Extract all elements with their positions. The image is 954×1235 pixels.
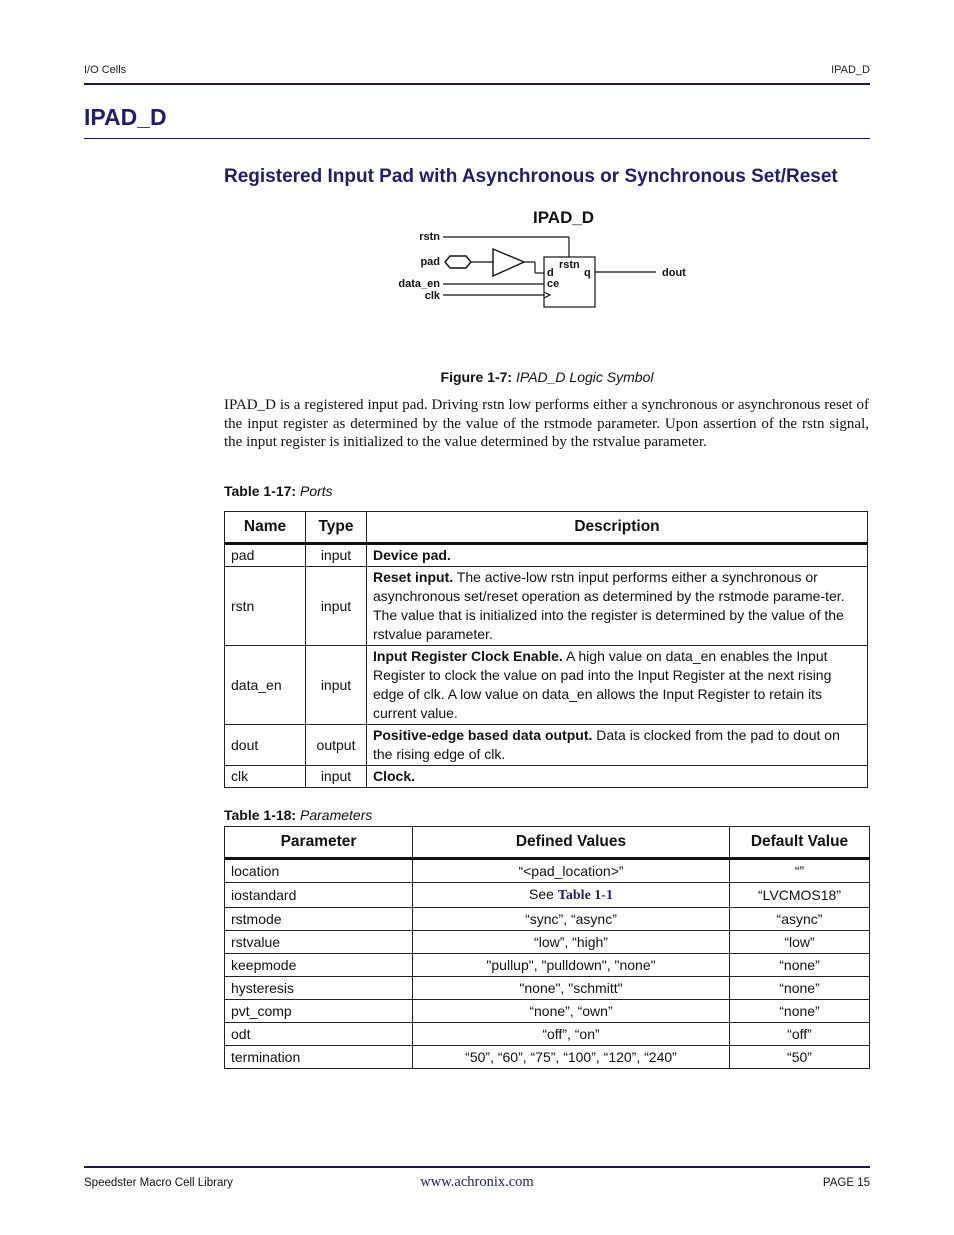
- params-header-row: [225, 827, 870, 859]
- port-description: [367, 766, 868, 788]
- register-pin-d: d: [547, 267, 554, 279]
- diagram-label-pad: pad: [420, 256, 440, 268]
- diagram-cell-name: IPAD_D: [533, 208, 595, 227]
- param-default: “async”: [730, 908, 870, 931]
- param-values: “none”, “own”: [413, 1000, 730, 1023]
- param-values: “low”, “high”: [413, 931, 730, 954]
- clock-edge-icon: [544, 292, 550, 298]
- port-type: input: [306, 646, 367, 725]
- param-name: keepmode: [225, 954, 413, 977]
- header-cell-name: IPAD_D: [831, 64, 870, 76]
- param-name: rstvalue: [225, 931, 413, 954]
- diagram-label-clk: clk: [424, 290, 440, 302]
- ports-caption-label: Table 1-17:: [224, 483, 297, 499]
- ports-table-caption: [224, 483, 333, 499]
- table-row: [225, 1046, 870, 1069]
- param-name: termination: [225, 1046, 413, 1069]
- figure-caption: [224, 369, 870, 385]
- param-values: "none", "schmitt": [413, 977, 730, 1000]
- param-values: “off”, “on”: [413, 1023, 730, 1046]
- param-default: “”: [730, 859, 870, 883]
- column-header-default-value: Default Value: [730, 827, 870, 859]
- port-type: input: [306, 766, 367, 788]
- logic-symbol-svg: [380, 200, 720, 320]
- port-description: [367, 646, 868, 725]
- param-values-prefix: See: [529, 886, 558, 902]
- footer-page-number: PAGE 15: [822, 1177, 870, 1189]
- param-values: “sync”, “async”: [413, 908, 730, 931]
- pad-connector-icon: [445, 256, 471, 268]
- port-name: dout: [225, 725, 306, 766]
- logic-symbol-diagram: [380, 200, 720, 320]
- port-description-text: A high value on data_en enables the Input Register to clock the value on pad into the Input Register at the next rising edge of clk. A low value on data_en allows the Input Register to retain its current value.: [373, 648, 832, 721]
- figure-title: IPAD_D Logic Symbol: [516, 369, 654, 385]
- table-row: [225, 766, 868, 788]
- param-default: “LVCMOS18”: [730, 883, 870, 908]
- section-subtitle: Registered Input Pad with Asynchronous or Synchronous Set/Reset: [224, 166, 838, 187]
- footer-library-name: Speedster Macro Cell Library: [84, 1177, 233, 1189]
- ports-table: [224, 511, 868, 788]
- port-description: [367, 544, 868, 567]
- port-description-text: Data is clocked from the pad to dout on the rising edge of clk.: [373, 727, 840, 762]
- column-header-parameter: Parameter: [225, 827, 413, 859]
- diagram-label-rstn: rstn: [419, 231, 440, 243]
- params-table-caption: [224, 807, 372, 823]
- description-paragraph: IPAD_D is a registered input pad. Driving rstn low performs either a synchronous or asynchronous reset of the input register as determined by the value of the rstmode parameter. Upon assertion of the rstn signal, the input register is initialized to the value determined by the rstvalue parameter.: [224, 397, 869, 451]
- param-default: “off”: [730, 1023, 870, 1046]
- register-pin-rstn: rstn: [559, 259, 580, 271]
- port-name: clk: [225, 766, 306, 788]
- table-row: [225, 544, 868, 567]
- column-header-description: Description: [367, 512, 868, 544]
- input-buffer-icon: [493, 249, 524, 276]
- port-type: output: [306, 725, 367, 766]
- port-description-lead: Device pad.: [373, 547, 451, 563]
- port-description: [367, 567, 868, 646]
- column-header-type: Type: [306, 512, 367, 544]
- ports-header-row: [225, 512, 868, 544]
- figure-label: Figure 1-7:: [440, 369, 513, 385]
- footer-rule: [84, 1166, 870, 1168]
- column-header-defined-values: Defined Values: [413, 827, 730, 859]
- port-description-lead: Positive-edge based data output.: [373, 727, 593, 743]
- params-caption-title: Parameters: [300, 807, 373, 823]
- table-row: [225, 646, 868, 725]
- param-name: rstmode: [225, 908, 413, 931]
- params-caption-label: Table 1-18:: [224, 807, 297, 823]
- param-name: location: [225, 859, 413, 883]
- param-name: hysteresis: [225, 977, 413, 1000]
- table-reference-link[interactable]: Table 1-1: [557, 888, 613, 903]
- param-default: “none”: [730, 977, 870, 1000]
- port-type: input: [306, 544, 367, 567]
- port-description-text: The active-low rstn input performs either a synchronous or asynchronous set/reset operation as determined by the rstmode parame-ter. The value that is initialized into the register is determined by the value of the rstvalue parameter.: [373, 569, 845, 642]
- param-name: iostandard: [225, 883, 413, 908]
- register-pin-q: q: [584, 267, 591, 279]
- column-header-name: Name: [225, 512, 306, 544]
- param-default: “none”: [730, 954, 870, 977]
- port-description-lead: Input Register Clock Enable.: [373, 648, 563, 664]
- table-row: [225, 977, 870, 1000]
- param-default: “none”: [730, 1000, 870, 1023]
- table-row: [225, 567, 868, 646]
- port-description-lead: Reset input.: [373, 569, 454, 585]
- diagram-label-dout: dout: [662, 267, 686, 279]
- param-default: “low”: [730, 931, 870, 954]
- port-name: pad: [225, 544, 306, 567]
- footer-website-link[interactable]: www.achronix.com: [420, 1174, 534, 1190]
- table-row: [225, 1023, 870, 1046]
- parameters-table: [224, 826, 870, 1069]
- table-row: [225, 954, 870, 977]
- param-values: “<pad_location>”: [413, 859, 730, 883]
- page-title: IPAD_D: [84, 104, 167, 130]
- ports-caption-title: Ports: [300, 483, 333, 499]
- port-name: rstn: [225, 567, 306, 646]
- param-name: odt: [225, 1023, 413, 1046]
- diagram-label-data-en: data_en: [398, 278, 440, 290]
- param-values: [413, 883, 730, 908]
- port-type: input: [306, 567, 367, 646]
- param-values: "pullup", "pulldown", "none": [413, 954, 730, 977]
- header-rule: [84, 83, 870, 85]
- title-rule: [84, 138, 870, 139]
- param-default: “50”: [730, 1046, 870, 1069]
- port-name: data_en: [225, 646, 306, 725]
- table-row: [225, 883, 870, 908]
- table-row: [225, 908, 870, 931]
- table-row: [225, 859, 870, 883]
- register-pin-ce: ce: [547, 278, 560, 290]
- table-row: [225, 931, 870, 954]
- table-row: [225, 725, 868, 766]
- port-description-lead: Clock.: [373, 768, 416, 784]
- param-values: “50”, “60”, “75”, “100”, “120”, “240”: [413, 1046, 730, 1069]
- param-name: pvt_comp: [225, 1000, 413, 1023]
- port-description: [367, 725, 868, 766]
- header-section-title: I/O Cells: [84, 64, 127, 76]
- table-row: [225, 1000, 870, 1023]
